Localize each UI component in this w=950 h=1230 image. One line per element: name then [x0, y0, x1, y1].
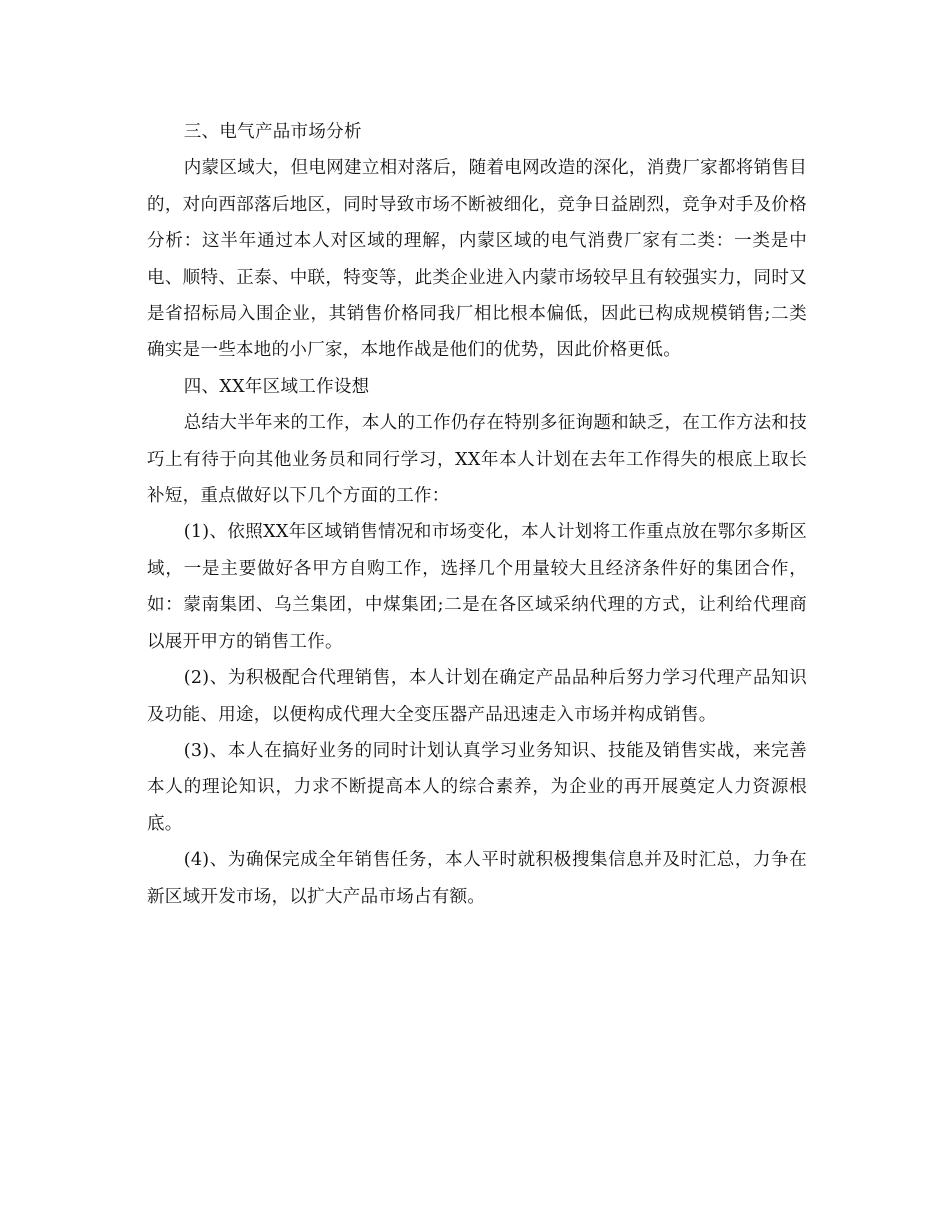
paragraph-market-analysis: 内蒙区域大，但电网建立相对落后，随着电网改造的深化，消费厂家都将销售目的，对向西部落后地区，同时导致市场不断被细化，竞争日益剧烈，竞争对手及价格分析：这半年通过本人对区域的理解，内蒙区域的电气消费厂家有二类：一类是中电、顺特、正泰、中联，特变等，此类企业进入内蒙市场较早且有较强实力，同时又是省招标局入围企业，其销售价格同我厂相比根本偏低，因此已构成规模销售;二类确实是一些本地的小厂家，本地作战是他们的优势，因此价格更低。	[147, 158, 807, 361]
paragraph-work-summary: 总结大半年来的工作，本人的工作仍存在特别多征询题和缺乏，在工作方法和技巧上有待于向其他业务员和同行学习，XX年本人计划在去年工作得失的根底上取长补短，重点做好以下几个方面的工作：	[147, 413, 807, 507]
section-heading-work-plan: 四、XX年区域工作设想	[183, 376, 370, 397]
paragraph-plan-item-1: (1)、依照XX年区域销售情况和市场变化，本人计划将工作重点放在鄂尔多斯区域，一是主要做好各甲方自购工作，选择几个用量较大且经济条件好的集团合作，如：蒙南集团、乌兰集团，中煤集团;二是在各区域采纳代理的方式，让利给代理商以展开甲方的销售工作。	[147, 522, 807, 652]
document-body	[147, 114, 807, 915]
paragraph-plan-item-4: (4)、为确保完成全年销售任务，本人平时就积极搜集信息并及时汇总，力争在新区域开发市场，以扩大产品市场占有额。	[147, 850, 807, 907]
paragraph-plan-item-3: (3)、本人在搞好业务的同时计划认真学习业务知识、技能及销售实战，来完善本人的理论知识，力求不断提高本人的综合素养，为企业的再开展奠定人力资源根底。	[147, 740, 807, 834]
section-heading-market-analysis: 三、电气产品市场分析	[183, 122, 362, 142]
paragraph-plan-item-2: (2)、为积极配合代理销售，本人计划在确定产品品种后努力学习代理产品知识及功能、用途，以便构成代理大全变压器产品迅速走入市场并构成销售。	[147, 668, 807, 725]
